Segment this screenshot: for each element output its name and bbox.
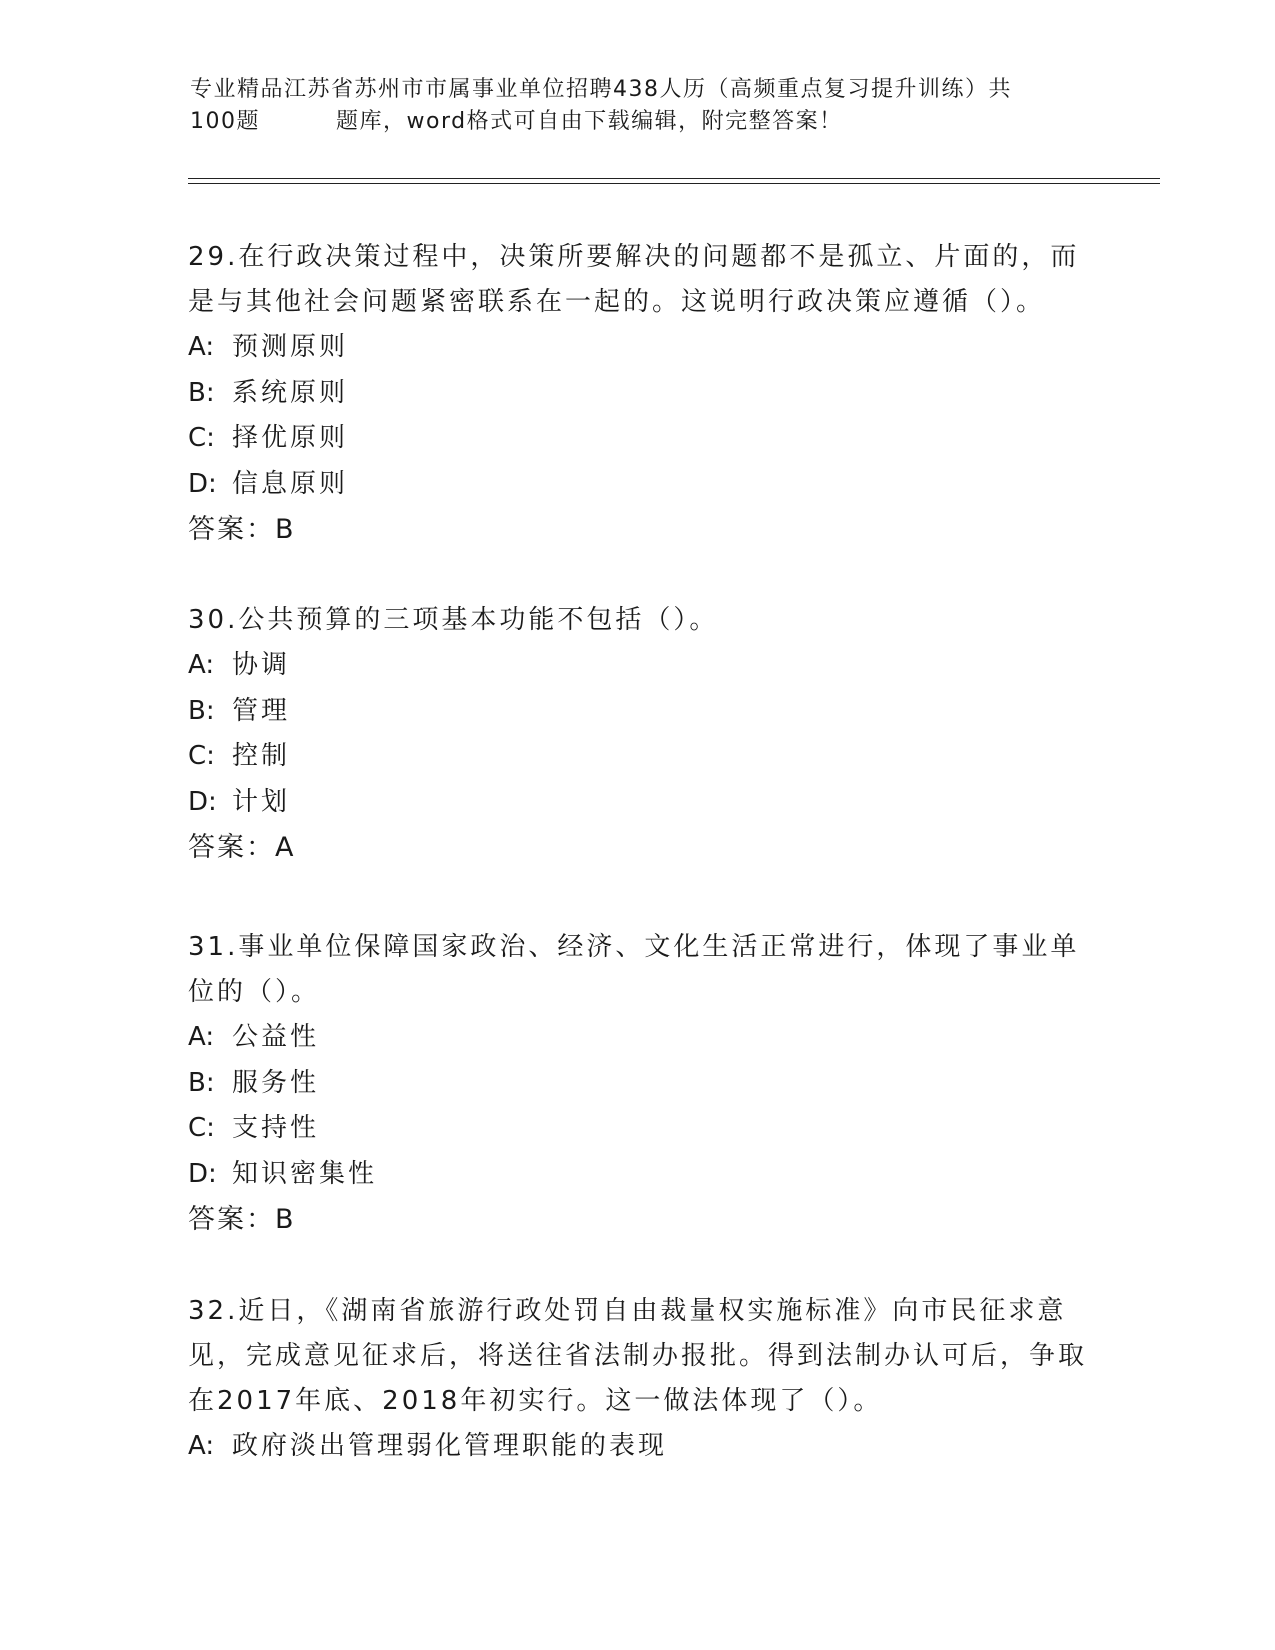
question-stem: 31.事业单位保障国家政治、经济、文化生活正常进行，体现了事业单位的（）。 — [188, 932, 1080, 1007]
option-text: 信息原则 — [232, 468, 349, 499]
option-text: 服务性 — [232, 1067, 320, 1098]
question-29 — [188, 235, 1088, 553]
header-line-2 — [190, 106, 1090, 138]
header-gap — [260, 106, 336, 138]
option-b — [188, 689, 1088, 735]
header-divider-bottom — [188, 183, 1160, 184]
option-d — [188, 462, 1088, 508]
option-d — [188, 780, 1088, 826]
question-31 — [188, 925, 1088, 1243]
option-letter: B: — [188, 695, 215, 726]
question-32 — [188, 1289, 1088, 1470]
option-text: 公益性 — [232, 1022, 320, 1052]
option-text: 预测原则 — [232, 332, 349, 362]
answer-label: 答案：A — [188, 832, 296, 863]
option-letter: C: — [188, 423, 215, 453]
option-c — [188, 416, 1088, 462]
option-c — [188, 734, 1088, 780]
header-divider-top — [188, 178, 1160, 179]
option-c — [188, 1106, 1088, 1152]
option-letter: D: — [188, 786, 217, 817]
option-text: 政府淡出管理弱化管理职能的表现 — [232, 1431, 668, 1461]
question-stem: 32.近日，《湖南省旅游行政处罚自由裁量权实施标准》向市民征求意见，完成意见征求后，将送往省法制办报批。得到法制办认可后，争取在2017年底、2018年初实行。这一做法体现了（）。 — [188, 1296, 1088, 1416]
question-stem: 30.公共预算的三项基本功能不包括（）。 — [188, 605, 719, 635]
option-letter: C: — [188, 741, 215, 771]
question-stem: 29.在行政决策过程中，决策所要解决的问题都不是孤立、片面的，而是与其他社会问题紧密联系在一起的。这说明行政决策应遵循（）。 — [188, 242, 1080, 317]
answer-label: 答案：B — [188, 514, 296, 545]
option-letter: B: — [188, 377, 215, 408]
document-header — [190, 74, 1090, 138]
option-a — [188, 643, 1088, 689]
option-text: 知识密集性 — [232, 1158, 378, 1189]
option-a — [188, 1015, 1088, 1061]
option-text: 系统原则 — [232, 377, 349, 408]
option-letter: D: — [188, 468, 217, 499]
option-text: 计划 — [232, 786, 291, 817]
answer-label: 答案：B — [188, 1204, 296, 1235]
option-letter: A: — [188, 1431, 215, 1461]
option-letter: A: — [188, 1022, 215, 1052]
option-b — [188, 1061, 1088, 1107]
header-line-1: 专业精品江苏省苏州市市属事业单位招聘438人历（高频重点复习提升训练）共 — [190, 77, 1012, 102]
option-letter: A: — [188, 650, 215, 680]
option-a — [188, 1424, 1088, 1470]
header-line-2-end: 题库，word格式可自由下载编辑，附完整答案！ — [336, 109, 843, 134]
header-line-2-start: 100题 — [190, 109, 260, 134]
option-b — [188, 371, 1088, 417]
option-text: 管理 — [232, 695, 291, 726]
option-letter: A: — [188, 332, 215, 362]
option-letter: C: — [188, 1113, 215, 1143]
option-text: 择优原则 — [232, 423, 349, 453]
question-30 — [188, 598, 1088, 871]
option-text: 控制 — [232, 741, 291, 771]
option-letter: D: — [188, 1158, 217, 1189]
option-d — [188, 1152, 1088, 1198]
option-text: 协调 — [232, 650, 291, 680]
option-letter: B: — [188, 1067, 215, 1098]
option-text: 支持性 — [232, 1113, 320, 1143]
option-a — [188, 325, 1088, 371]
